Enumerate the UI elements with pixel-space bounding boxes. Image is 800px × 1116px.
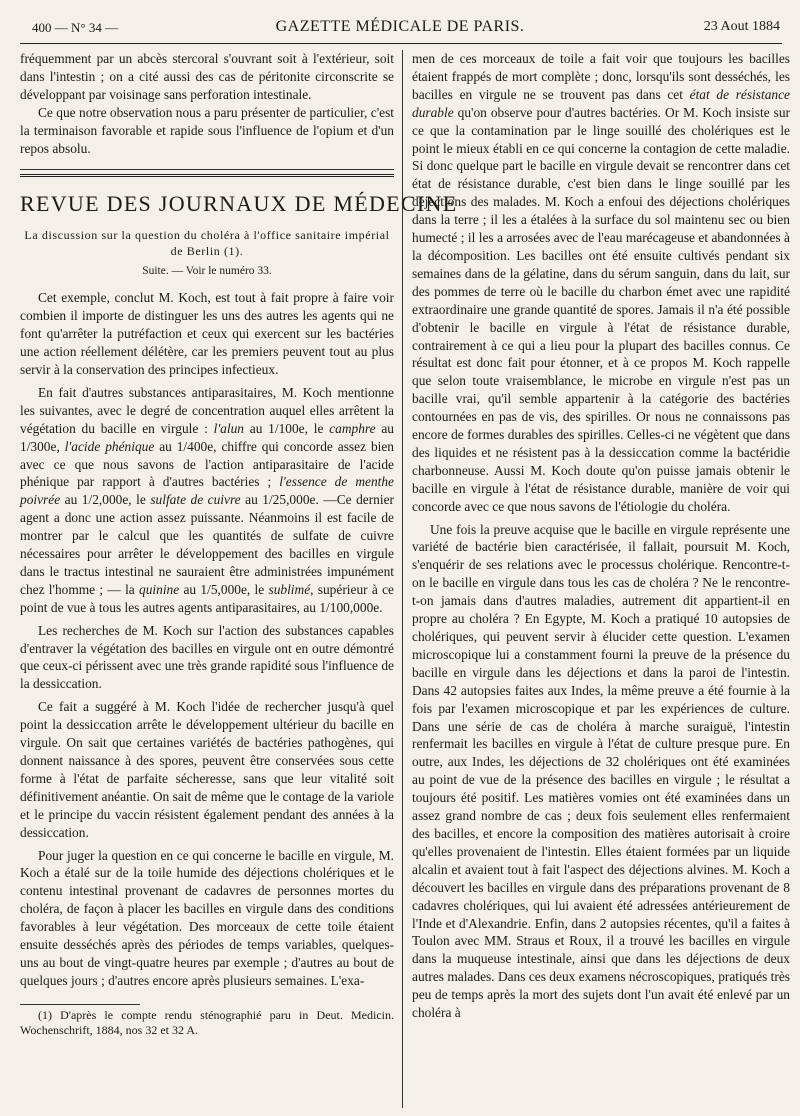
paragraph: fréquemment par un abcès stercoral s'ouvrant soit à l'extérieur, soit dans l'intestin ; on a cité aussi des cas de péritonite circonscrite se développant par voisinage sans perforation intestinale.: [20, 51, 394, 102]
footnote-rule: [20, 1004, 140, 1005]
page-number: 400 — N° 34 —: [32, 20, 119, 35]
paragraph: Une fois la preuve acquise que le bacille en virgule représente une variété de bactérie bien caractérisée, il fallait, poursuit M. Koch, s'enquérir de ses relations avec le processus cholérique. Rencontre-t-on le bacille en virgule dans tous les cas de choléra ? Ne le rencontre-t-on jamais dans d'autres maladies, autrement dit appartient-il en propre au choléra ? En Egypte, M. Koch a pratiqué 10 autopsies de cholériques, qui peuvent servir à élucider cette question. L'examen microscopique lui a constamment fourni la preuve de la présence du bacille en virgule dans les déjections et dans la paroi de l'intestin. Dans 42 autopsies faites aux Indes, la même preuve a été fournie à la fois par l'examen microscopique et par les expériences de culture. Dans une série de cas de choléra à marche suraiguë, l'intestin renfermait les bacilles en virgule à l'état de culture presque pure. En outre, aux Indes, les déjections de 32 cholériques ont été examinées au point de vue de la présence des bacilles en virgule ; le résultat a toujours été positif. Les matières vomies ont été examinées dans un assez grand nombre de cas ; deux fois seulement elles renfermaient des bacilles, et encore la composition des matières autorisait à croire qu'elles provenaient de l'intestin. Elles étaient formées par un liquide alcalin et avaient tout à fait l'aspect des déjections alvines. M. Koch a découvert les bacilles en virgule dans des préparations provenant de 8 cadavres cholériques, qui lui avaient été adressées antérieurement de l'Inde et d'Alexandrie. Enfin, dans 2 autopsies récentes, qu'il a faites à Toulon avec MM. Straus et Roux, il a trouvé les bacilles en virgule dans la muqueuse intestinale, ainsi que dans les déjections de deux autres malades. Dans ces deux examens nécroscopiques, pratiqués très peu de temps après la mort des sujets dont l'un avait été enlevé par un choléra à: [412, 521, 790, 1021]
double-divider: [20, 174, 394, 177]
divider: [20, 169, 394, 170]
continuation-note: Suite. — Voir le numéro 33.: [142, 265, 272, 278]
article-subtitle: La discussion sur la question du choléra à l'office sanitaire impérial de Berlin (1).: [24, 228, 390, 259]
paragraph: En fait d'autres substances antiparasitaires, M. Koch mentionne les suivantes, avec le degré de concentration auquel elles arrêtent la végétation du bacille en virgule : l'alun au 1/100e, le camphre au 1/300e, l'acide phénique au 1/400e, chiffre qui concorde assez bien avec ce que nous savons de l'action antiparasitaire de l'acide phénique par rapport à d'autres bactéries ; l'essence de menthe poivrée au 1/2,000e, le sulfate de cuivre au 1/25,000e. —Ce dernier agent a donc une action assez puissante. Néanmoins il est facile de montrer par le calcul que les quantités de sulfate de cuivre nécessaires pour arrêter le développement des bacilles en virgule dans le tractus intestinal ne sauraient être administrées impunément chez l'homme ; — la quinine au 1/5,000e, le sublimé, supérieur à ce point de vue à tous les autres agents antiparasitaires, au 1/100,000e.: [20, 384, 394, 615]
issue-date: 23 Aout 1884: [703, 19, 780, 34]
paragraph: Les recherches de M. Koch sur l'action des substances capables d'entraver la végétation des bacilles en virgule ont en outre démontré que ceux-ci périssent avec une très grande rapidité sous l'influence de la dessiccation.: [20, 622, 394, 692]
section-title: REVUE DES JOURNAUX DE MÉDECINE: [20, 191, 458, 217]
journal-title: GAZETTE MÉDICALE DE PARIS.: [275, 18, 525, 35]
right-column: [412, 50, 790, 1022]
footnote: (1) D'après le compte rendu sténographié paru in Deut. Medicin. Wochenschrift, 1884, nos 32 et 32 A.: [20, 1007, 394, 1037]
paragraph: men de ces morceaux de toile a fait voir que toujours les bacilles étaient frappés de mort complète ; donc, lorsqu'ils sont desséchés, les bacilles en virgule ne se trouvent pas dans cet état de résistance durable qu'on observe pour d'autres bactéries. Or M. Koch insiste sur ce que la contamination par le linge souillé des cholériques est le point le mieux établi en ce qui concerne la contagion de cette maladie. Si donc quelque part le bacille en virgule devait se rencontrer dans cet état de résistance durable, c'est bien dans le linge souillé par les déjections des malades. M. Koch a enfoui des déjections cholériques dans la terre ; il les a étalées à la surface du sol maintenu sec ou bien humecté ; il les a arrosées avec de l'eau marécageuse et abandonnées à la décomposition. Les bacilles ont été ensuite cultivés pendant six semaines dans de la gélatine, dans du sérum sanguin, dans du lait, sur des pommes de terre où le bacille du charbon émet avec une rapidité extraordinaire une grande quantité de spores. Jamais il n'a été possible d'obtenir le bacille en virgule à l'état de résistance durable, contrairement à ce qui a lieu pour la plupart des bacilles connus. Ce résultat est donc fait pour étonner, et à ce propos M. Koch rappelle que selon toute vraisemblance, le microbe en virgule n'est pas un bacille vrai, qu'il semble appartenir à la catégorie des bactéries contournées en pas de vis, des spirilles. Or nous ne connaissons pas encore de formes durables des spirilles. Celles-ci ne végètent que dans des liquides et ne résistent pas à la dessiccation comme la bactéridie charbonneuse. Aussi M. Koch doute qu'on puisse jamais obtenir le bacille en virgule à l'état de résistance durable, manière de voir qui concorde avec ce que nous savons de l'étiologie du choléra.: [412, 51, 790, 514]
page-header: [20, 18, 780, 40]
header-rule: [20, 43, 782, 44]
paragraph: Pour juger la question en ce qui concerne le bacille en virgule, M. Koch a étalé sur de la toile humide des déjections cholériques et le contenu intestinal provenant de cadavres de personnes mortes du choléra, de façon à placer les bacilles en virgule dans des conditions favorables à leur végétation. Des morceaux de cette toile étaient ensuite desséchés après des périodes de temps variables, quelques-uns au bout de vingt-quatre heures par exemple ; d'autres au bout de quelques jours ; d'autres encore après plusieurs semaines. L'exa-: [20, 847, 394, 988]
column-divider: [402, 50, 403, 1108]
left-column: [20, 50, 458, 1038]
paragraph: Cet exemple, conclut M. Koch, est tout à fait propre à faire voir combien il importe de distinguer les uns des autres les agents qui ne font qu'arrêter la putréfaction et ceux qui exercent sur les bactéries une action réellement délétère, car les premiers peuvent tout au plus servir à la conservation des principes infectieux.: [20, 290, 394, 377]
paragraph: Ce que notre observation nous a paru présenter de particulier, c'est la terminaison favorable et rapide sous l'influence de l'opium et d'un repos absolu.: [20, 104, 394, 156]
paragraph: Ce fait a suggéré à M. Koch l'idée de rechercher jusqu'à quel point la dessiccation arrête le développement ultérieur du bacille en virgule. On sait que certaines variétés de bactéries pathogènes, qui donnent naissance à des spores, peuvent être conservées sous cette forme à l'état de parfaite sécheresse, sans que leur vitalité soit définitivement anéantie. On sait de même que le contage de la variole et le principe du vaccin résistent également pendant des années à la dessiccation.: [20, 699, 394, 840]
